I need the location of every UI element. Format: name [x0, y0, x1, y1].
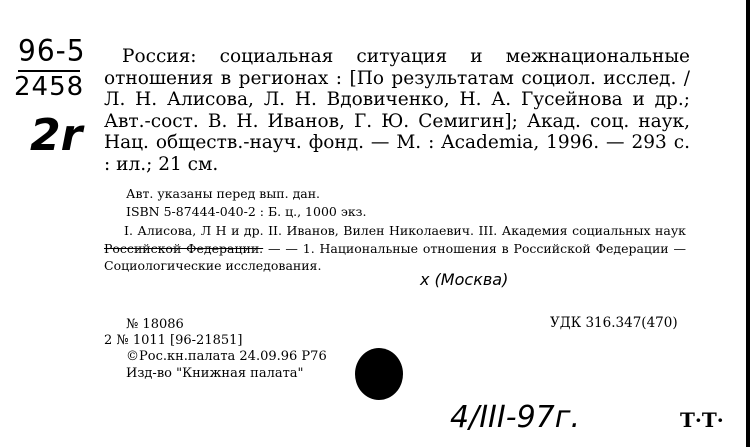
publisher-line: Изд-во "Книжная палата": [126, 366, 304, 381]
entry-main-text: Россия: социальная ситуация и межнациональные отношения в регионах : [По результатам социол. исслед. / Л. Н. Алисова, Л. Н. Вдовиченко, Н. А. Гусейнова и др.; Авт.-сост. В. Н. Иванов, Г. Ю. Семигин]; Акад. соц. наук, Нац. обществ.-науч. фонд. — М. : Academia, 1996. — 293 с. : ил.; 21 см.: [104, 46, 690, 175]
handwritten-date: 4/III-97г.: [450, 400, 581, 435]
shelfmark-line3: 2r: [30, 110, 83, 161]
handwritten-insert: х (Москва): [420, 270, 509, 289]
tracings-pre: I. Алисова, Л Н и др. II. Иванов, Вилен Николаевич. III. Академия социальных наук: [124, 223, 686, 238]
tracings-post: — — 1. Национальные отношения в Российской Федерации — Социологические исследования.: [104, 240, 686, 273]
registry-number-1: № 18086: [126, 317, 184, 332]
tracings: [104, 222, 686, 275]
isbn-line: ISBN 5-87444-040-2 : Б. ц., 1000 экз.: [126, 204, 367, 219]
udk-code: УДК 316.347(470): [550, 315, 678, 331]
registry-number-2: 2 № 1011 [96-21851]: [104, 333, 243, 348]
shelfmark-line2: 2458: [14, 72, 85, 102]
bibliographic-entry: [104, 46, 690, 176]
shelfmark-line1: 96-5: [18, 33, 86, 68]
note-authors: Авт. указаны перед вып. дан.: [126, 186, 321, 201]
corner-mark: Т·Т·: [680, 408, 724, 432]
registry-stamp: ©Рос.кн.палата 24.09.96 Р76: [126, 349, 327, 364]
card-edge: [746, 0, 750, 447]
ink-blot: [355, 348, 403, 400]
tracings-struck: Российской Федерации.: [104, 240, 264, 256]
